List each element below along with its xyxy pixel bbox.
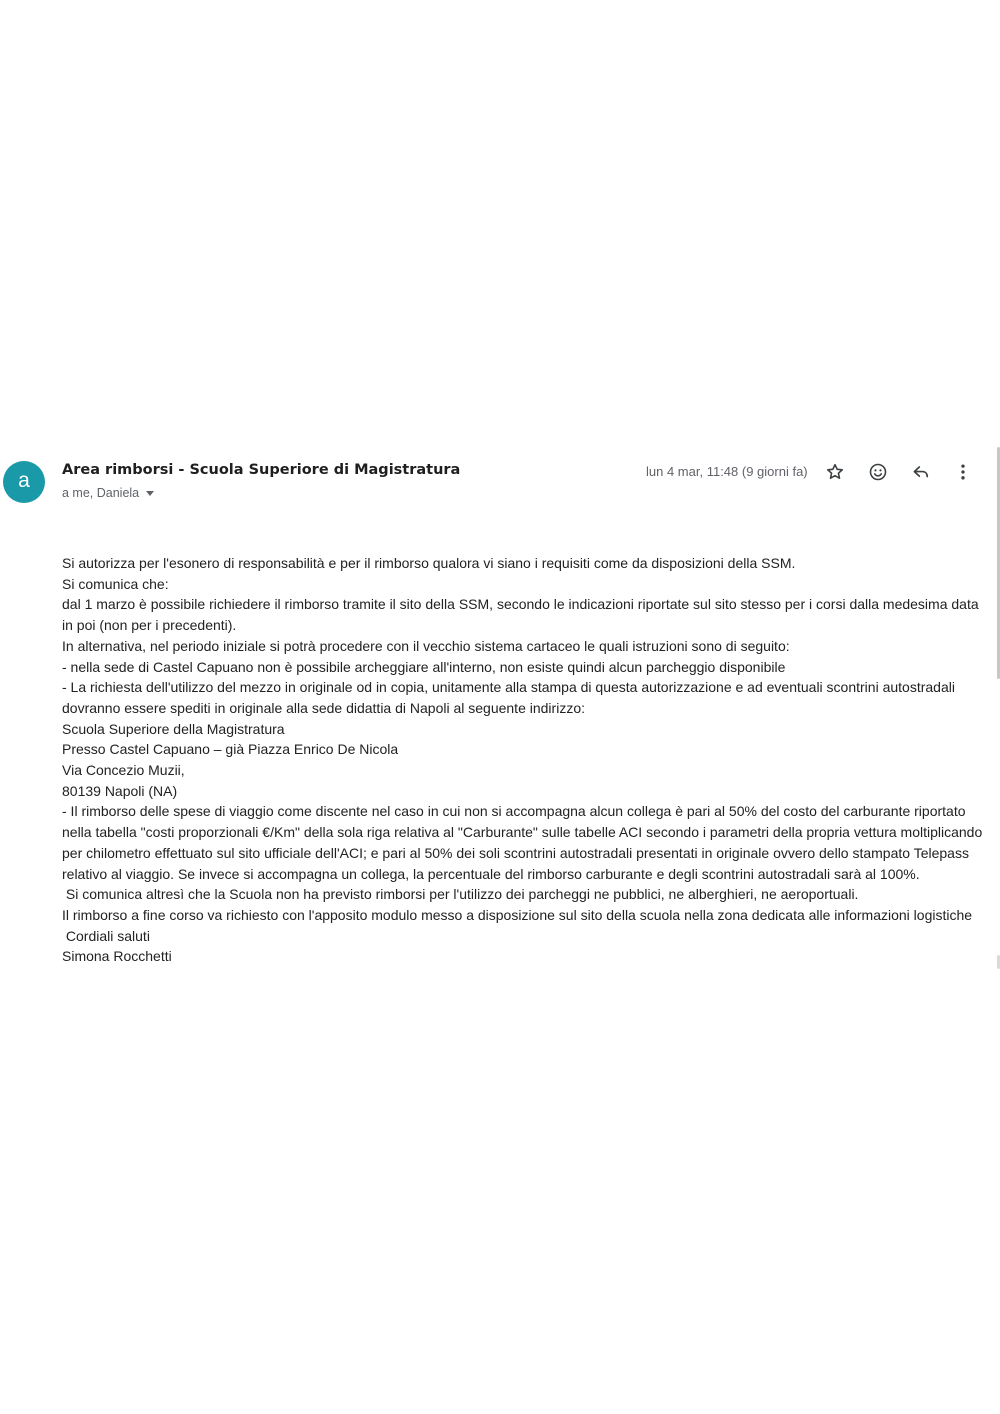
- recipients-line[interactable]: [62, 486, 154, 500]
- body-line: dal 1 marzo è possibile richiedere il rimborso tramite il sito della SSM, secondo le indicazioni riportate sul sito stesso per i corsi dalla medesima data in poi (non per i precedenti).: [62, 596, 983, 634]
- avatar[interactable]: a: [3, 461, 45, 503]
- email-date: lun 4 mar, 11:48 (9 giorni fa): [646, 464, 808, 479]
- reply-button[interactable]: [908, 459, 934, 485]
- emoji-reaction-icon: [868, 462, 888, 482]
- address-line: 80139 Napoli (NA): [62, 782, 178, 799]
- body-line: Il rimborso a fine corso va richiesto con l'apposito modulo messo a disposizione sul sito della scuola nella zona dedicata alle informazioni logistiche: [62, 906, 973, 923]
- more-options-button[interactable]: [950, 459, 976, 485]
- address-line: Via Concezio Muzii,: [62, 762, 185, 779]
- closing-line: Cordiali saluti: [62, 927, 150, 944]
- email-message: [0, 445, 1000, 985]
- email-body: [62, 553, 987, 967]
- body-line: Si autorizza per l'esonero di responsabilità e per il rimborso qualora vi siano i requisiti come da disposizioni della SSM.: [62, 555, 796, 571]
- body-line: In alternativa, nel periodo iniziale si potrà procedere con il vecchio sistema cartaceo le quali istruzioni sono di seguito:: [62, 637, 790, 654]
- signature-line: Simona Rocchetti: [62, 948, 172, 965]
- more-vert-icon: [953, 462, 973, 482]
- recipients-text: a me, Daniela: [62, 486, 140, 500]
- body-line: Si comunica che:: [62, 575, 169, 592]
- body-line: - nella sede di Castel Capuano non è possibile archeggiare all'interno, non esiste quindi alcun parcheggio disponibile: [62, 658, 786, 675]
- caret-down-icon[interactable]: [146, 491, 154, 496]
- body-line: Si comunica altresì che la Scuola non ha previsto rimborsi per l'utilizzo dei parcheggi ne pubblici, ne alberghieri, ne aeroportuali.: [62, 886, 859, 903]
- address-line: Presso Castel Capuano – già Piazza Enrico De Nicola: [62, 741, 399, 758]
- email-subject: Area rimborsi - Scuola Superiore di Magistratura: [62, 462, 461, 478]
- body-line: - Il rimborso delle spese di viaggio come discente nel caso in cui non si accompagna alcun collega è pari al 50% del costo del carburante riportato nella tabella "costi proporzionali €/Km" della sola riga relativa al "Carburante" sulle tabelle ACI secondo i parametri della propria vettura moltiplicando per chilometro effettuato sul sito ufficiale dell'ACI; e pari al 50% dei soli scontrini autostradali presentati in originale ovvero dello stampato Telepass relativo al viaggio. Se invece si accompagna un collega, la percentuale del rimborso carburante e degli scontrini autostradali sarà al 100%.: [62, 803, 987, 882]
- address-line: Scuola Superiore della Magistratura: [62, 720, 285, 737]
- star-icon: [825, 462, 845, 482]
- add-reaction-button[interactable]: [865, 459, 891, 485]
- reply-icon: [911, 462, 931, 482]
- star-button[interactable]: [822, 459, 848, 485]
- body-line: - La richiesta dell'utilizzo del mezzo in originale od in copia, unitamente alla stampa di questa autorizzazione e ad eventuali scontrini autostradali dovranno essere spediti in originale alla sede didattia di Napoli al seguente indirizzo:: [62, 679, 959, 716]
